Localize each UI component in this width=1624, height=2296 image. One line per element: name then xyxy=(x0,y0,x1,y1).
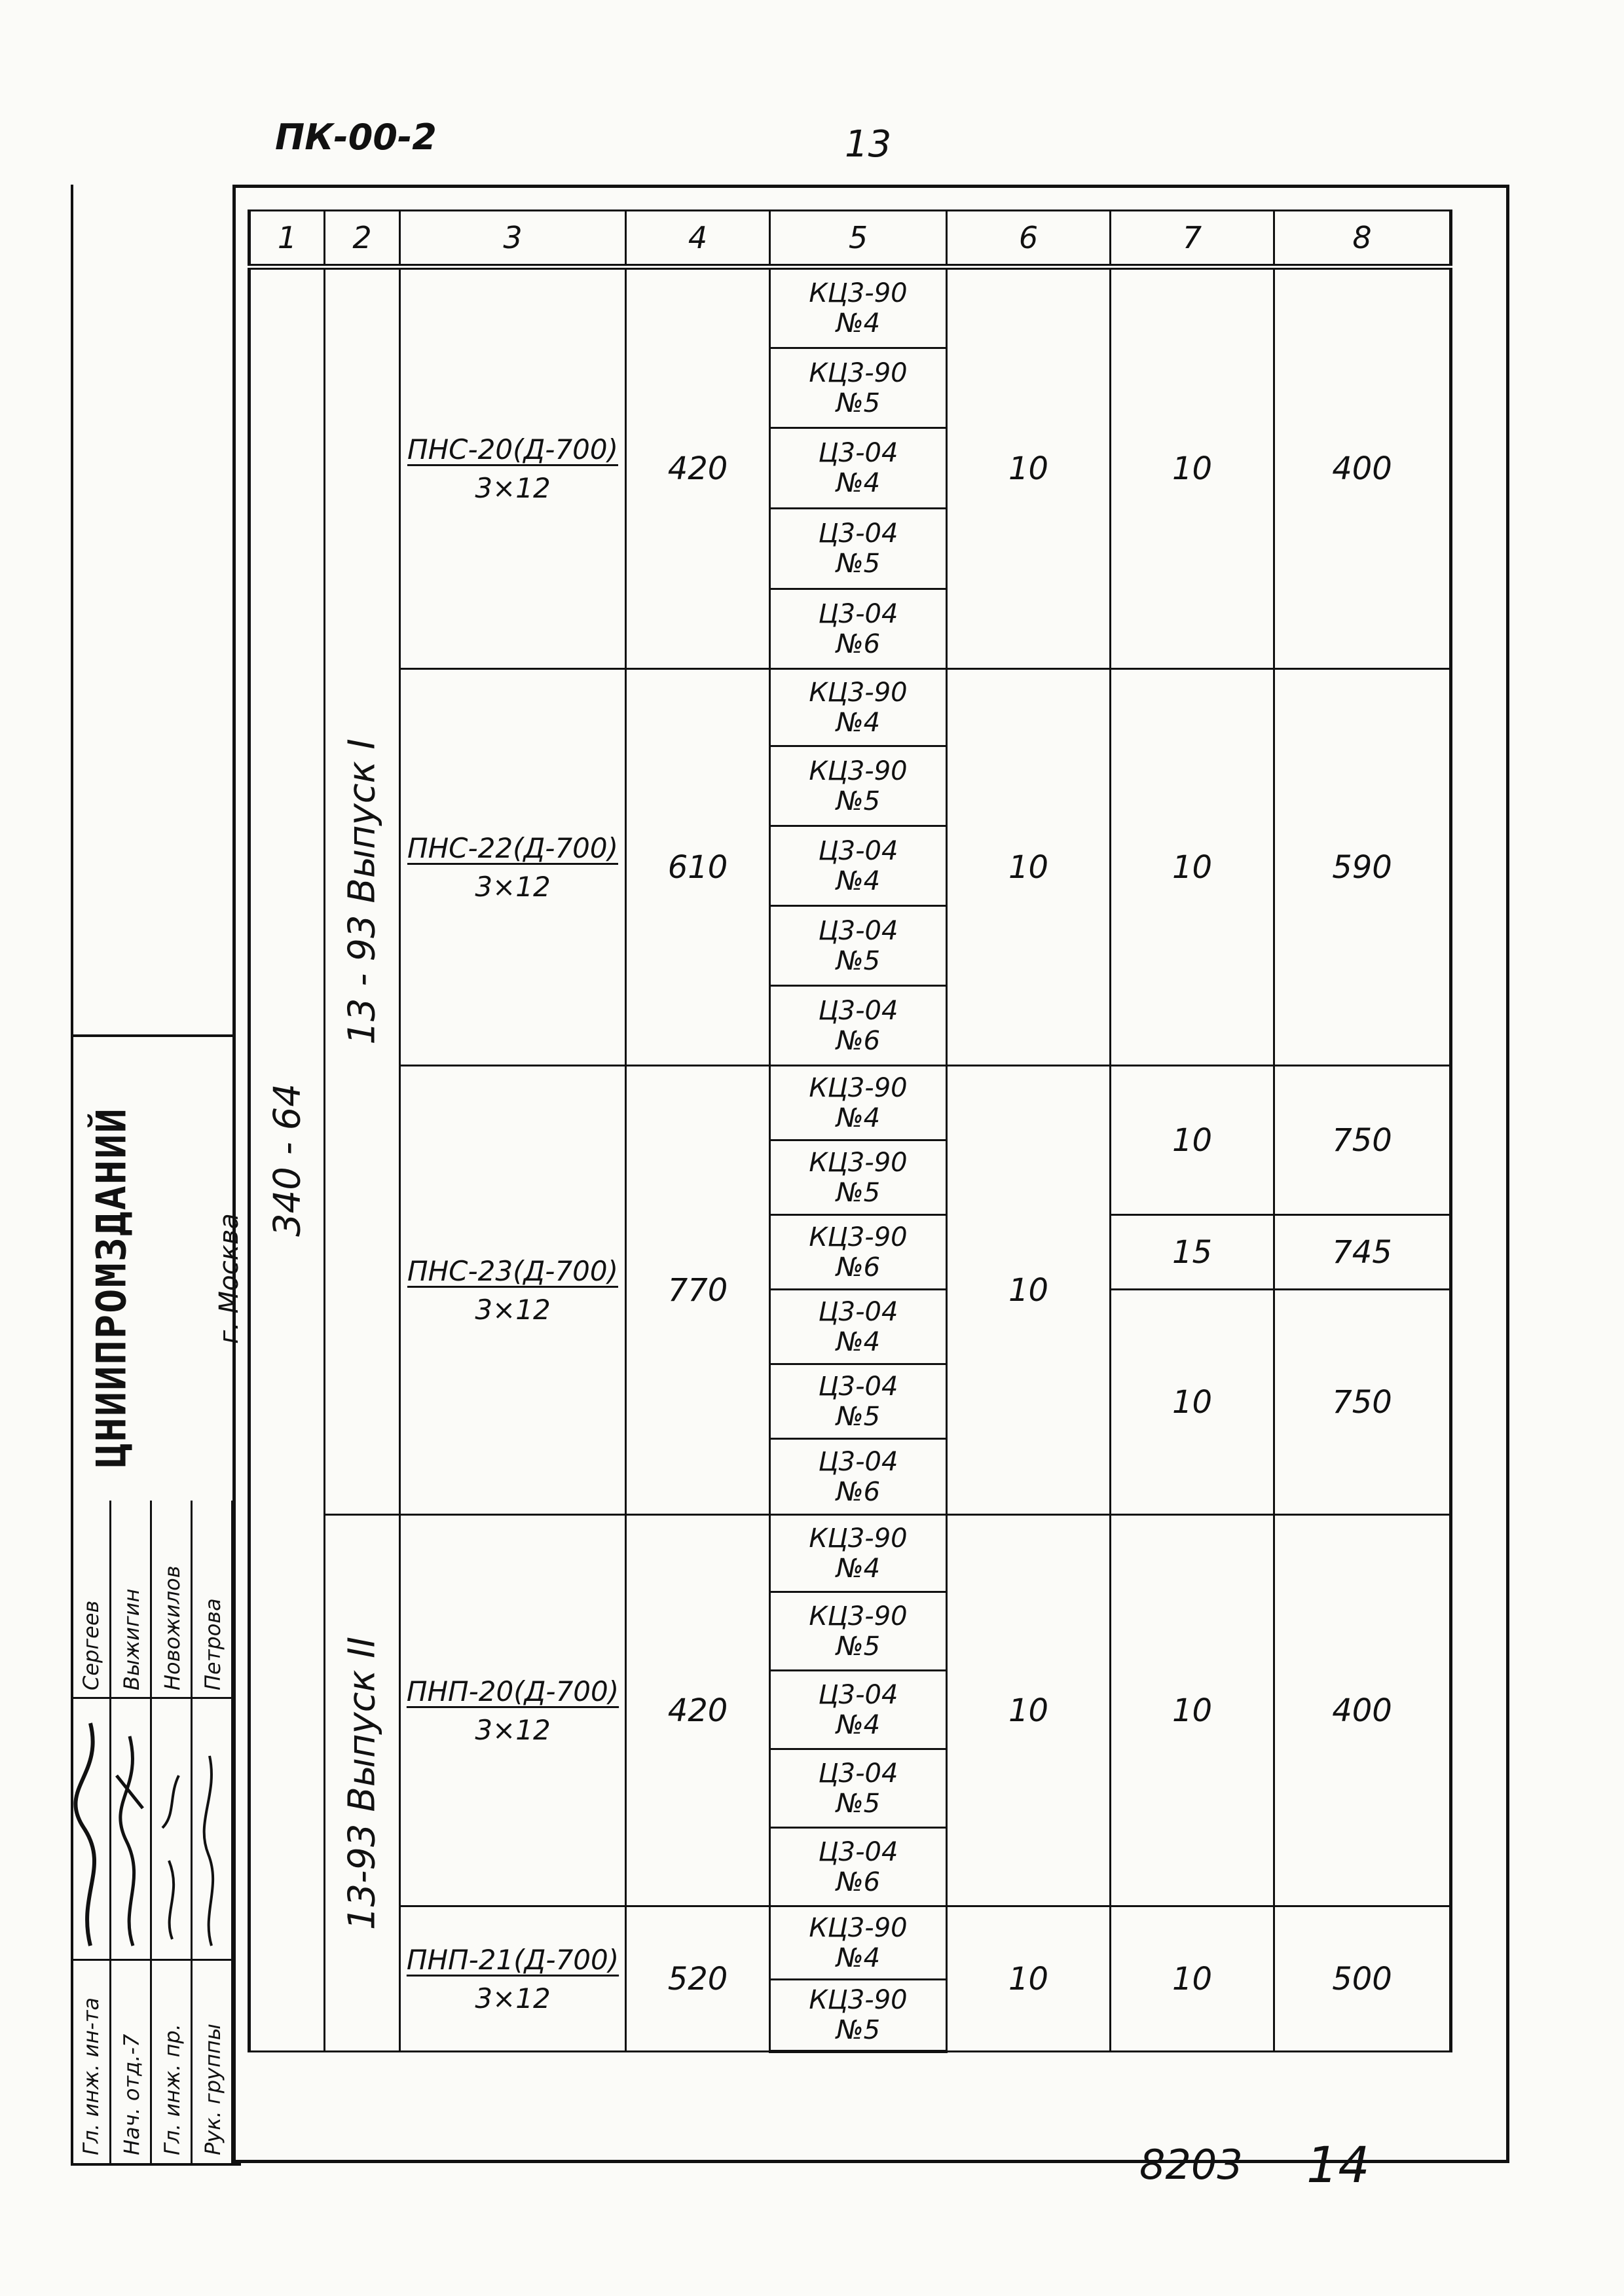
issue-one-cell xyxy=(325,267,400,1515)
signer-name: Сергеев xyxy=(79,1600,103,1690)
fitting-cell xyxy=(770,986,947,1066)
handwritten-signatures xyxy=(71,1697,233,1959)
fitting-type: КЦ3-90 xyxy=(809,357,908,388)
fitting-type: КЦ3-90 xyxy=(809,278,908,308)
fitting-cell xyxy=(770,906,947,986)
fitting-cell xyxy=(770,1906,947,1980)
panel-dimensions: 3×12 xyxy=(475,870,551,903)
column-header: 3 xyxy=(400,211,626,267)
fitting-cell xyxy=(770,669,947,746)
fitting-number: №4 xyxy=(836,866,881,896)
panel-mark: ПНП-21(Д-700) xyxy=(406,1943,619,1976)
col8-value: 590 xyxy=(1274,669,1451,1066)
table-row xyxy=(249,1515,1451,1592)
fitting-number: №4 xyxy=(836,1942,881,1973)
panel-mark-cell xyxy=(400,1066,626,1515)
column-header: 4 xyxy=(626,211,770,267)
fitting-number: №6 xyxy=(836,1252,881,1283)
panel-dimensions: 3×12 xyxy=(475,472,551,504)
col4-value: 770 xyxy=(626,1066,770,1515)
fitting-cell xyxy=(770,509,947,589)
series-number-cell xyxy=(249,267,325,2052)
signature-block xyxy=(71,1501,233,2163)
fitting-number: №5 xyxy=(836,1177,881,1208)
fitting-type: КЦ3-90 xyxy=(809,1985,908,2015)
page-number: 13 xyxy=(845,123,892,166)
fitting-type: КЦ3-90 xyxy=(809,1912,908,1943)
fitting-type: Ц3-04 xyxy=(818,438,898,468)
panel-mark: ПНП-20(Д-700) xyxy=(406,1675,619,1707)
column-header: 5 xyxy=(770,211,947,267)
signer-name: Новожилов xyxy=(160,1565,185,1690)
fitting-type: Ц3-04 xyxy=(818,519,898,549)
fitting-number: №5 xyxy=(836,1401,881,1432)
fitting-type: Ц3-04 xyxy=(818,1836,898,1867)
column-header: 1 xyxy=(249,211,325,267)
fitting-number: №6 xyxy=(836,1867,881,1897)
fitting-cell xyxy=(770,1592,947,1671)
fitting-type: КЦ3-90 xyxy=(809,1147,908,1178)
column-header: 8 xyxy=(1274,211,1451,267)
organization-name: ЦНИИПРОМЗДАНИЙ xyxy=(87,1107,136,1468)
fitting-cell xyxy=(770,1980,947,2052)
fitting-type: Ц3-04 xyxy=(818,598,898,629)
header-row xyxy=(249,211,1451,267)
col7-value: 10 xyxy=(1111,1066,1274,1215)
issue-one-cell-text: 13 - 93 Выпуск I xyxy=(341,738,384,1045)
panel-mark: ПНС-22(Д-700) xyxy=(407,831,618,864)
fitting-number: №5 xyxy=(836,945,881,976)
specification-table xyxy=(248,210,1452,2053)
col4-value: 610 xyxy=(626,669,770,1066)
signer-name: Петрова xyxy=(200,1598,225,1690)
col7-value: 10 xyxy=(1111,1906,1274,2052)
fitting-number: №5 xyxy=(836,1788,881,1819)
fitting-number: №4 xyxy=(836,707,881,738)
fitting-type: КЦ3-90 xyxy=(809,1523,908,1554)
fitting-cell xyxy=(770,1290,947,1364)
col6-value: 10 xyxy=(947,267,1111,669)
fitting-cell xyxy=(770,428,947,509)
fitting-number: №5 xyxy=(836,549,881,579)
fitting-cell xyxy=(770,1140,947,1215)
signer-name: Выжигин xyxy=(119,1588,144,1690)
panel-mark: ПНС-23(Д-700) xyxy=(407,1254,618,1287)
col8-value: 750 xyxy=(1274,1066,1451,1215)
fitting-number: №5 xyxy=(836,786,881,816)
col7-value: 10 xyxy=(1111,669,1274,1066)
panel-mark: ПНС-20(Д-700) xyxy=(407,433,618,465)
fitting-cell xyxy=(770,1828,947,1906)
fitting-type: КЦ3-90 xyxy=(809,1222,908,1252)
panel-dimensions: 3×12 xyxy=(475,1982,551,2014)
fitting-number: №6 xyxy=(836,1025,881,1056)
fitting-cell xyxy=(770,1439,947,1515)
archive-number: 8203 xyxy=(1139,2141,1243,2189)
fitting-type: Ц3-04 xyxy=(818,1371,898,1402)
col7-value: 10 xyxy=(1111,267,1274,669)
col4-value: 520 xyxy=(626,1906,770,2052)
fitting-number: №5 xyxy=(836,388,881,418)
fitting-type: КЦ3-90 xyxy=(809,1601,908,1631)
fitting-type: Ц3-04 xyxy=(818,1296,898,1327)
fitting-cell xyxy=(770,1749,947,1828)
fitting-number: №5 xyxy=(836,1631,881,1662)
stamp-bottom-line xyxy=(71,2163,241,2166)
panel-mark-cell xyxy=(400,1906,626,2052)
fitting-number: №6 xyxy=(836,629,881,659)
fitting-number: №4 xyxy=(836,1709,881,1740)
role-label: Рук. группы xyxy=(200,2023,225,2155)
fitting-cell xyxy=(770,1364,947,1439)
fitting-cell xyxy=(770,1215,947,1290)
document-code: ПК-00-2 xyxy=(275,117,437,158)
col8-value: 745 xyxy=(1274,1215,1451,1290)
fitting-cell xyxy=(770,348,947,428)
fitting-type: Ц3-04 xyxy=(818,1679,898,1710)
fitting-type: Ц3-04 xyxy=(818,995,898,1026)
table-row xyxy=(249,267,1451,348)
fitting-type: Ц3-04 xyxy=(818,1758,898,1789)
table-row xyxy=(249,1066,1451,1140)
col7-value: 15 xyxy=(1111,1215,1274,1290)
col7-value: 10 xyxy=(1111,1515,1274,1906)
signature-divider xyxy=(71,1959,233,1961)
fitting-cell xyxy=(770,1671,947,1749)
column-header: 7 xyxy=(1111,211,1274,267)
panel-dimensions: 3×12 xyxy=(475,1713,551,1746)
table-row xyxy=(249,1906,1451,1980)
organization-city: г. Москва xyxy=(214,1213,244,1344)
sheet-number: 14 xyxy=(1306,2136,1370,2194)
col6-value: 10 xyxy=(947,669,1111,1066)
panel-dimensions: 3×12 xyxy=(475,1293,551,1326)
panel-mark-cell xyxy=(400,267,626,669)
col7-value: 10 xyxy=(1111,1290,1274,1515)
col8-value: 750 xyxy=(1274,1290,1451,1515)
fitting-cell xyxy=(770,746,947,826)
col8-value: 400 xyxy=(1274,1515,1451,1906)
fitting-number: №4 xyxy=(836,1102,881,1133)
col8-value: 400 xyxy=(1274,267,1451,669)
fitting-cell xyxy=(770,267,947,348)
fitting-type: Ц3-04 xyxy=(818,1446,898,1477)
role-label: Гл. инж. пр. xyxy=(160,2024,185,2155)
table-row xyxy=(249,669,1451,746)
fitting-type: Ц3-04 xyxy=(818,835,898,866)
fitting-type: КЦ3-90 xyxy=(809,1072,908,1103)
role-label: Нач. отд.-7 xyxy=(119,2033,144,2155)
col6-value: 10 xyxy=(947,1906,1111,2052)
col6-value: 10 xyxy=(947,1066,1111,1515)
fitting-number: №4 xyxy=(836,308,881,338)
issue-two-cell-text: 13-93 Выпуск II xyxy=(341,1636,384,1930)
panel-mark-cell xyxy=(400,1515,626,1906)
col8-value: 500 xyxy=(1274,1906,1451,2052)
fitting-type: КЦ3-90 xyxy=(809,677,908,708)
col6-value: 10 xyxy=(947,1515,1111,1906)
issue-two-cell xyxy=(325,1515,400,2052)
fitting-cell xyxy=(770,826,947,906)
panel-mark-cell xyxy=(400,669,626,1066)
fitting-number: №4 xyxy=(836,1326,881,1357)
fitting-type: КЦ3-90 xyxy=(809,756,908,786)
column-header: 6 xyxy=(947,211,1111,267)
fitting-number: №4 xyxy=(836,1553,881,1584)
fitting-type: Ц3-04 xyxy=(818,915,898,946)
series-number-cell-text: 340 - 64 xyxy=(266,1084,308,1237)
fitting-cell xyxy=(770,1515,947,1592)
fitting-cell xyxy=(770,589,947,669)
fitting-number: №4 xyxy=(836,468,881,498)
role-label: Гл. инж. ин-та xyxy=(79,1997,103,2155)
fitting-number: №6 xyxy=(836,1476,881,1507)
fitting-cell xyxy=(770,1066,947,1140)
fitting-number: №5 xyxy=(836,2015,881,2045)
col4-value: 420 xyxy=(626,1515,770,1906)
col4-value: 420 xyxy=(626,267,770,669)
column-header: 2 xyxy=(325,211,400,267)
